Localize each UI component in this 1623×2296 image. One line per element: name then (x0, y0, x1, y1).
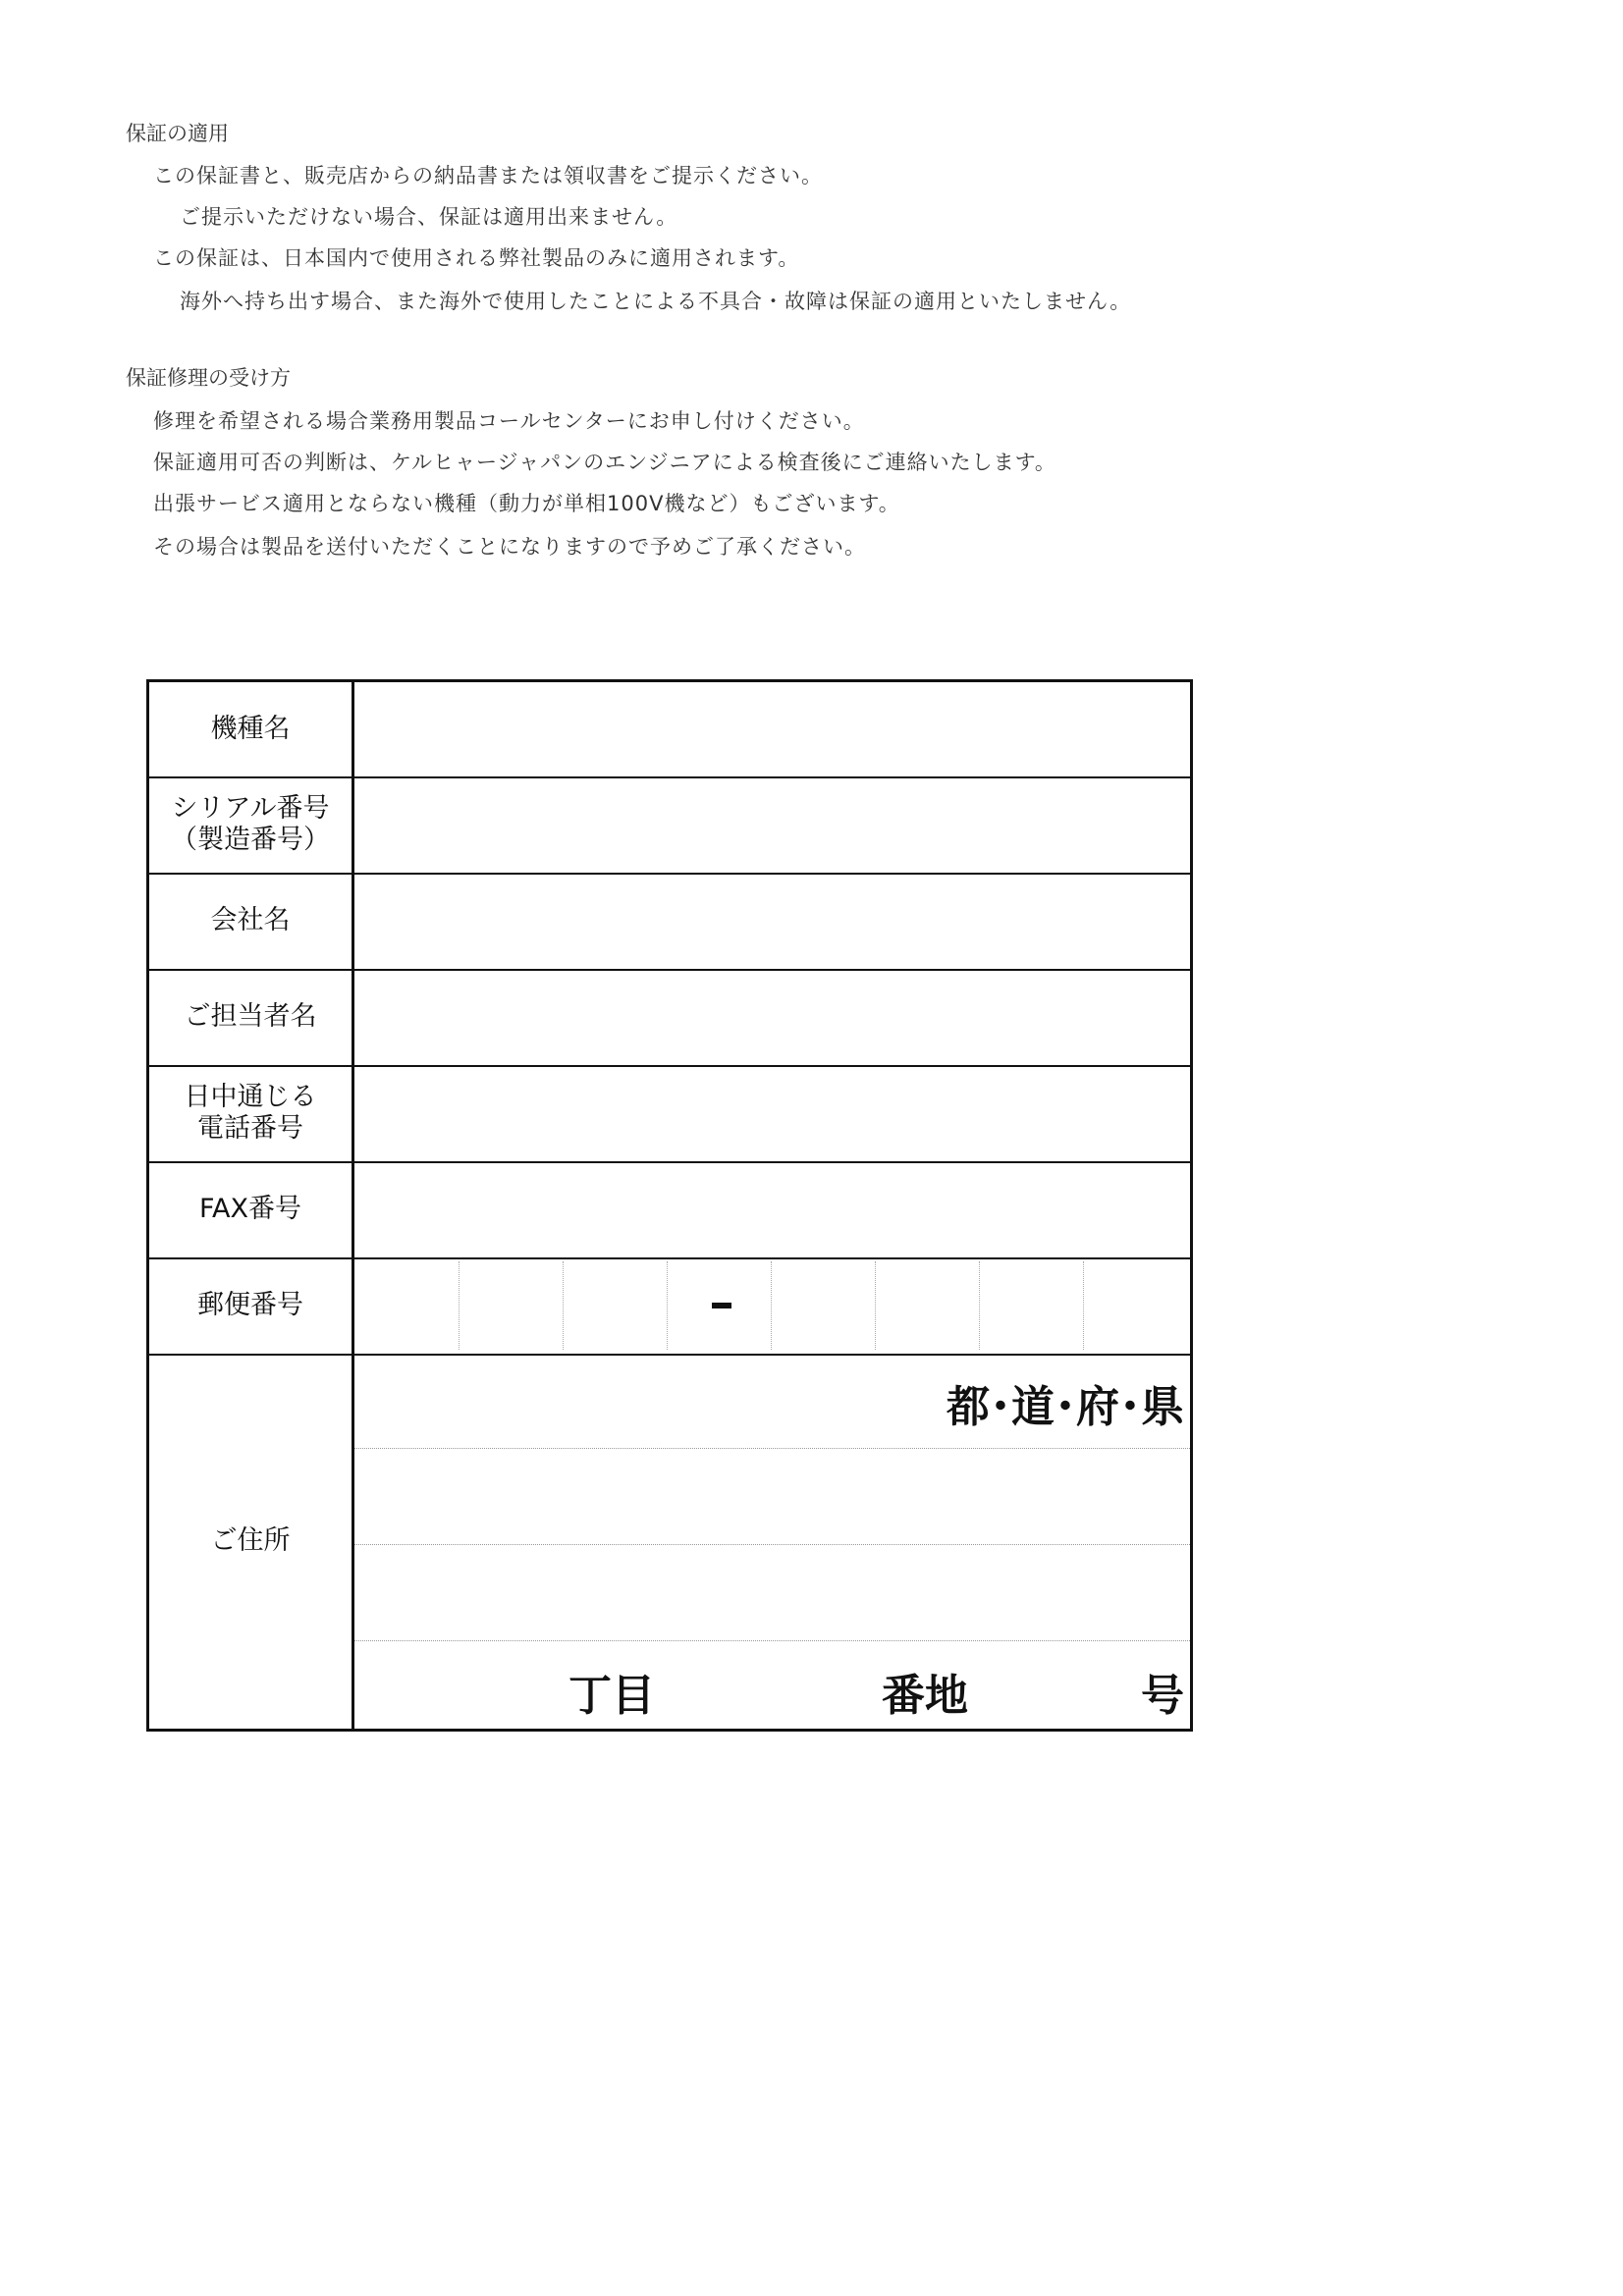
warranty-scope-line-3: この保証は、日本国内で使用される弊社製品のみに適用されます。 (153, 246, 800, 270)
postal-digit-divider (979, 1261, 980, 1350)
phone-label-line-1: 日中通じる (184, 1082, 317, 1112)
model-field[interactable] (354, 682, 1190, 776)
model-label-text: 機種名 (210, 714, 291, 744)
fax-field[interactable] (354, 1161, 1190, 1257)
postal-digit-divider (875, 1261, 876, 1350)
repair-process-heading: 保証修理の受け方 (126, 366, 291, 390)
postal-label-text: 郵便番号 (197, 1290, 303, 1320)
fax-label (149, 1161, 352, 1257)
model-label (149, 682, 352, 776)
address-label-text: ご住所 (210, 1525, 291, 1556)
fax-label-text: FAX番号 (198, 1194, 302, 1224)
warranty-scope-line-2: ご提示いただけない場合、保証は適用出来ません。 (180, 205, 678, 229)
postal-digit-divider (771, 1261, 772, 1350)
chome-suffix: 丁目 (568, 1671, 655, 1721)
postal-hyphen (712, 1303, 731, 1308)
repair-process-line-3: 出張サービス適用とならない機種（動力が単相100V機など）もございます。 (153, 492, 900, 515)
postal-digit-divider (667, 1261, 668, 1350)
company-field[interactable] (354, 873, 1190, 969)
address-line-divider (354, 1544, 1190, 1545)
warranty-scope-line-4: 海外へ持ち出す場合、また海外で使用したことによる不具合・故障は保証の適用といたしません。 (180, 290, 1132, 313)
postal-label (149, 1257, 352, 1354)
serial-field[interactable] (354, 776, 1190, 873)
serial-label-line-2: （製造番号） (171, 825, 330, 855)
postal-digit-divider (459, 1261, 460, 1350)
repair-process-line-2: 保証適用可否の判断は、ケルヒャージャパンのエンジニアによる検査後にご連絡いたします。 (153, 451, 1056, 474)
warranty-scope-heading: 保証の適用 (126, 122, 229, 145)
contact-label-text: ご担当者名 (184, 1001, 317, 1032)
address-field[interactable] (354, 1354, 1190, 1729)
postal-digit-divider (563, 1261, 564, 1350)
phone-field[interactable] (354, 1065, 1190, 1161)
warranty-scope-line-1: この保証書と、販売店からの納品書または領収書をご提示ください。 (153, 164, 823, 187)
serial-label-line-1: シリアル番号 (171, 793, 330, 824)
serial-label (149, 776, 352, 873)
contact-label (149, 969, 352, 1065)
company-label (149, 873, 352, 969)
phone-label-line-2: 電話番号 (197, 1113, 303, 1144)
phone-label (149, 1065, 352, 1161)
address-line-divider (354, 1448, 1190, 1449)
repair-process-line-4: その場合は製品を送付いただくことになりますので予めご了承ください。 (153, 535, 866, 559)
go-suffix: 号 (1141, 1671, 1184, 1721)
address-label (149, 1354, 352, 1729)
banchi-suffix: 番地 (882, 1671, 968, 1721)
company-label-text: 会社名 (210, 905, 291, 935)
address-line-divider (354, 1640, 1190, 1641)
postal-code-field[interactable] (354, 1257, 1190, 1354)
contact-field[interactable] (354, 969, 1190, 1065)
prefecture-suffix: 都･道･府･県 (947, 1382, 1184, 1432)
repair-process-line-1: 修理を希望される場合業務用製品コールセンターにお申し付けください。 (153, 409, 865, 433)
postal-digit-divider (1083, 1261, 1084, 1350)
registration-form (146, 679, 1193, 1732)
